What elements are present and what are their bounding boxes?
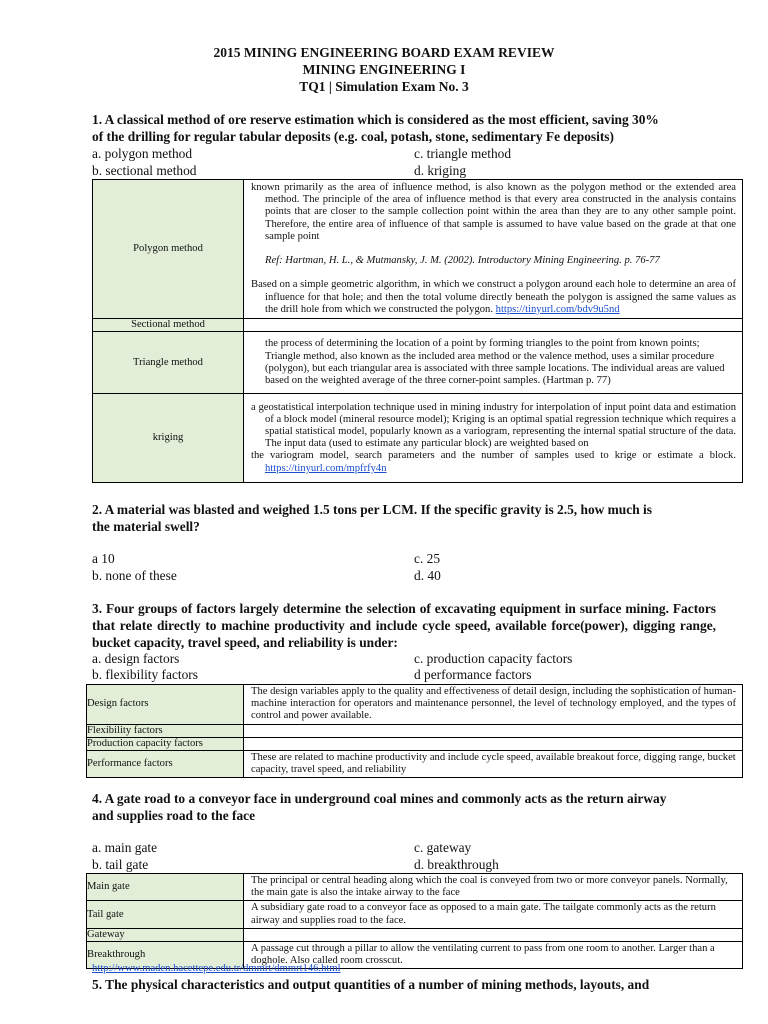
breakthrough-description: A passage cut through a pillar to allow the ventilating current to pass from one room to another. Larger than a doghole. Also called room crosscut. <box>244 942 743 969</box>
table-row <box>87 685 743 725</box>
table-row <box>93 180 743 319</box>
table-row <box>87 874 743 901</box>
sectional-method-label: Sectional method <box>93 319 244 332</box>
performance-factors-description: These are related to machine productivity and include cycle speed, available breakout force, digging range, bucket capacity, travel speed, and reliability <box>244 751 743 778</box>
gateway-label: Gateway <box>87 928 244 941</box>
production-capacity-factors-label: Production capacity factors <box>87 737 244 750</box>
table-row <box>93 394 743 483</box>
q1-explanation-table <box>92 179 743 483</box>
header-exam-number: TQ1 | Simulation Exam No. 3 <box>299 79 469 94</box>
q1-option-a: a. polygon method <box>92 146 193 161</box>
question-2-line-2: the material swell? <box>92 519 200 534</box>
sectional-method-description <box>244 319 743 332</box>
table-row <box>87 737 743 750</box>
q4-explanation-table <box>86 873 743 969</box>
question-5-stem <box>92 976 716 993</box>
q1-option-d: d. kriging <box>414 163 467 178</box>
main-gate-description: The principal or central heading along which the coal is conveyed from two or more conveyor panels. Normally, the main gate is also the intake airway to the face <box>244 874 743 901</box>
triangle-paragraph-3: (polygon), but each triangular area is associated with three sample locations. The individual areas are valued based on the weighted average of the three corner-point samples. (Hartman p. 77) <box>265 362 725 386</box>
question-1-line-2: of the drilling for regular tabular deposits (e.g. coal, potash, stone, sedimentary Fe deposits) <box>92 129 614 144</box>
kriging-label: kriging <box>93 394 244 483</box>
production-capacity-factors-description <box>244 737 743 750</box>
design-factors-label: Design factors <box>87 685 244 725</box>
triangle-method-label: Triangle method <box>93 332 244 394</box>
q3-option-a: a. design factors <box>92 651 180 666</box>
header-subject: MINING ENGINEERING I <box>302 62 466 77</box>
q4-option-c: c. gateway <box>414 840 472 855</box>
q1-option-c: c. triangle method <box>414 146 512 161</box>
polygon-method-description <box>244 180 743 319</box>
q3-option-b: b. flexibility factors <box>92 667 198 682</box>
header-title: 2015 MINING ENGINEERING BOARD EXAM REVIEW <box>213 45 555 60</box>
polygon-method-label: Polygon method <box>93 180 244 319</box>
triangle-method-description <box>244 332 743 394</box>
question-4-line-2: and supplies road to the face <box>92 808 256 823</box>
flexibility-factors-label: Flexibility factors <box>87 724 244 737</box>
q3-option-d: d performance factors <box>414 667 532 682</box>
main-gate-label: Main gate <box>87 874 244 901</box>
table-row <box>87 724 743 737</box>
question-3-text: 3. Four groups of factors largely determine the selection of excavating equipment in surface mining. Factors that relate directly to machine productivity and include cycle speed, available force(power), digging range, bucket capacity, travel speed, and reliability is under: <box>92 601 716 650</box>
flexibility-factors-description <box>244 724 743 737</box>
polygon-reference: Ref: Hartman, H. L., & Mutmansky, J. M. (2002). Introductory Mining Engineering. p. 76-77 <box>265 255 660 267</box>
polygon-paragraph-2-text: Based on a simple geometric algorithm, in which we construct a polygon around each hole to determine an area of influence for that hole; and then the total volume directly beneath the polygon is assigned the same values as the drill hole from which we constructed the polygon. <box>251 279 736 315</box>
question-1-line-1: 1. A classical method of ore reserve estimation which is considered as the most efficient, saving 30% <box>92 112 659 127</box>
breakthrough-label: Breakthrough <box>87 942 244 969</box>
question-4-line-1: 4. A gate road to a conveyor face in underground coal mines and commonly acts as the return airway <box>92 791 667 806</box>
q3-option-c: c. production capacity factors <box>414 651 573 666</box>
tail-gate-label: Tail gate <box>87 901 244 928</box>
question-4-stem <box>92 790 716 824</box>
q2-option-c: c. 25 <box>414 551 441 566</box>
q4-option-b: b. tail gate <box>92 857 149 872</box>
kriging-paragraph-1: a geostatistical interpolation technique used in mining industry for interpolation of input point data and estimation of a block model (mineral resource model); Kriging is an optimal spatial regression technique which requires a spatial statistical model, popularly known as a variogram, representing the internal spatial structure of the data. The input data (used to estimate any particular block) are weighted based on <box>251 401 736 450</box>
gateway-description <box>244 928 743 941</box>
kriging-paragraph-2 <box>251 450 736 474</box>
table-row <box>87 928 743 941</box>
table-row <box>93 332 743 394</box>
table-row <box>93 319 743 332</box>
q4-option-d: d. breakthrough <box>414 857 499 872</box>
triangle-paragraph-1: the process of determining the location of a point by forming triangles to the point from known points; <box>265 338 700 350</box>
tail-gate-description: A subsidiary gate road to a conveyor face as opposed to a main gate. The tailgate commonly acts as the return airway and supplies road to the face. <box>244 901 743 928</box>
polygon-paragraph-2 <box>251 279 736 316</box>
design-factors-description: The design variables apply to the quality and effectiveness of detail design, including the sophistication of human-machine interaction for operators and maintenance personnel, the level of technology employed, and the types of control and power available. <box>244 685 743 725</box>
table-row <box>87 751 743 778</box>
q2-option-d: d. 40 <box>414 568 441 583</box>
table-row <box>87 901 743 928</box>
question-2-line-1: 2. A material was blasted and weighed 1.5 tons per LCM. If the specific gravity is 2.5, how much is <box>92 502 652 517</box>
q1-option-b: b. sectional method <box>92 163 197 178</box>
question-5-line-1: 5. The physical characteristics and output quantities of a number of mining methods, layouts, and <box>92 977 650 992</box>
polygon-paragraph-1: known primarily as the area of influence method, is also known as the polygon method or the extended area method. The principle of the area of influence method is that every area constructed in the analysis contains points that are closer to the sample collection point within the area than they are to any other sample point. Therefore, the entire area of influence of that sample is assumed to have value based on the grade at that one sample point <box>251 182 736 242</box>
q2-option-a: a 10 <box>92 551 115 566</box>
performance-factors-label: Performance factors <box>87 751 244 778</box>
kriging-link[interactable]: https://tinyurl.com/mpfrfy4n <box>265 462 387 474</box>
question-2-stem <box>92 501 716 535</box>
q4-option-a: a. main gate <box>92 840 158 855</box>
q2-option-b: b. none of these <box>92 568 177 583</box>
question-1-stem <box>92 111 716 145</box>
triangle-paragraph-2: Triangle method, also known as the included area method or the valence method, uses a similar procedure <box>265 350 715 362</box>
q3-explanation-table <box>86 684 743 778</box>
polygon-link[interactable]: https://tinyurl.com/bdv9u5nd <box>495 303 620 315</box>
kriging-description <box>244 394 743 483</box>
q4-source-link[interactable]: http://www.maden.hacettepe.edu.tr/dmmrt/dmmrt146.html <box>92 963 341 974</box>
kriging-paragraph-2-text: the variogram model, search parameters and the number of samples used to krige or estimate a block. <box>251 450 736 462</box>
question-3-stem <box>92 600 716 651</box>
